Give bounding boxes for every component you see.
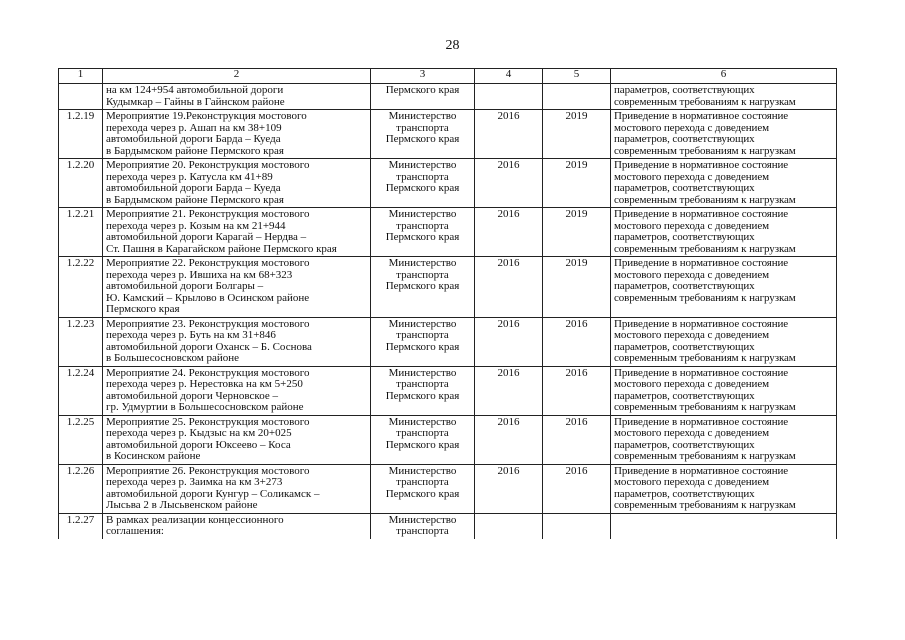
description-line: Пермского края [106,303,180,315]
result-line: параметров, соответствующих [614,487,755,500]
result-line: параметров, соответствующих [614,133,755,145]
description-line: Ю. Камский – Крылово в Осинском районе [106,291,310,304]
description-line: Мероприятие 19.Реконструкция мостового [106,110,307,122]
executor-line: Пермского края [385,487,460,500]
table-row [59,208,837,257]
expected-result [611,464,837,513]
result-line: современным требованиям к нагрузкам [614,144,796,157]
measure-number: 1.2.26 [59,464,103,513]
result-line: Приведение в нормативное состояние [614,159,789,171]
executor-line: Пермского края [385,84,460,96]
result-line: Приведение в нормативное состояние [614,257,789,269]
start-year: 2016 [475,317,543,366]
measure-description [103,110,371,159]
result-line: Приведение в нормативное состояние [614,366,789,379]
result-line: современным требованиям к нагрузкам [614,95,796,108]
table-row [59,317,837,366]
executor-line: транспорта [396,427,449,439]
start-year: 2016 [475,159,543,208]
executor-line: Министерство [388,366,457,379]
end-year: 2016 [543,317,611,366]
result-line: мостового перехода с доведением [614,121,769,134]
executor-line: Министерство [388,464,457,477]
description-line: Мероприятие 24. Реконструкция мостового [106,366,310,379]
executor-line: Министерство [388,513,457,526]
executor-line: транспорта [396,329,449,341]
measure-description [103,159,371,208]
result-line: мостового перехода с доведением [614,476,769,488]
description-line: Ст. Пашня в Карагайском районе Пермского края [106,242,337,255]
description-line: автомобильной дороги Барда – Куеда [106,182,281,194]
result-line: современным требованиям к нагрузкам [614,291,796,304]
description-line: автомобильной дороги Болгары – [106,280,264,292]
table-row [59,159,837,208]
measure-number: 1.2.21 [59,208,103,257]
expected-result [611,84,837,110]
result-line: современным требованиям к нагрузкам [614,193,796,206]
description-line: автомобильной дороги Оханск – Б. Соснова [106,340,312,353]
column-number-row [59,69,837,84]
executor-line: Пермского края [385,133,460,145]
description-line: в Бардымском районе Пермского края [106,193,284,206]
description-line: Мероприятие 26. Реконструкция мостового [106,464,310,477]
result-line: Приведение в нормативное состояние [614,317,789,330]
measure-number: 1.2.22 [59,257,103,318]
end-year: 2016 [543,366,611,415]
executor [371,110,475,159]
executor-line: Министерство [388,110,457,122]
result-line: параметров, соответствующих [614,340,755,353]
end-year: 2019 [543,208,611,257]
executor-line: Пермского края [385,438,460,451]
measure-number: 1.2.27 [59,513,103,539]
executor-line: Министерство [388,257,457,269]
description-line: автомобильной дороги Черновское – [106,389,278,402]
column-header-6: 6 [611,69,837,84]
measure-description [103,366,371,415]
measure-description [103,84,371,110]
description-line: Мероприятие 21. Реконструкция мостового [106,208,310,220]
expected-result [611,513,837,539]
expected-result [611,110,837,159]
measure-description [103,208,371,257]
table-row [59,513,837,539]
table-row [59,464,837,513]
executor [371,84,475,110]
executor [371,159,475,208]
expected-result [611,317,837,366]
executor-line: Министерство [388,159,457,171]
description-line: Кудымкар – Гайны в Гайнском районе [106,95,285,108]
measure-description [103,415,371,464]
result-line: мостового перехода с доведением [614,378,769,390]
description-line: автомобильной дороги Карагай – Нердва – [106,231,307,243]
result-line: мостового перехода с доведением [614,329,769,341]
measures-table [58,68,837,539]
executor-line: транспорта [396,268,449,281]
measure-description [103,317,371,366]
executor [371,257,475,318]
start-year: 2016 [475,257,543,318]
result-line: параметров, соответствующих [614,182,755,194]
description-line: Мероприятие 23. Реконструкция мостового [106,317,310,330]
result-line: мостового перехода с доведением [614,170,769,183]
result-line: Приведение в нормативное состояние [614,464,789,477]
start-year [475,84,543,110]
executor-line: Пермского края [385,389,460,402]
result-line: мостового перехода с доведением [614,219,769,232]
executor-line: Пермского края [385,340,460,353]
measure-number: 1.2.23 [59,317,103,366]
continuation-row [59,84,837,110]
result-line: современным требованиям к нагрузкам [614,401,796,413]
result-line: параметров, соответствующих [614,438,755,451]
executor [371,317,475,366]
column-header-3: 3 [371,69,475,84]
description-line: автомобильной дороги Барда – Куеда [106,133,281,145]
measure-number: 1.2.19 [59,110,103,159]
description-line: гр. Удмуртии в Большесосновском районе [106,401,304,413]
result-line: Приведение в нормативное состояние [614,415,789,428]
end-year [543,513,611,539]
expected-result [611,159,837,208]
end-year: 2019 [543,110,611,159]
measure-description [103,513,371,539]
description-line: перехода через р. Козым на км 21+944 [106,219,286,232]
description-line: автомобильной дороги Юксеево – Коса [106,438,291,451]
result-line: мостового перехода с доведением [614,268,769,281]
executor-line: Пермского края [385,231,460,243]
start-year: 2016 [475,366,543,415]
executor-line: транспорта [396,476,449,488]
table-row [59,110,837,159]
result-line: мостового перехода с доведением [614,427,769,439]
description-line: в Бардымском районе Пермского края [106,144,284,157]
measure-number: 1.2.20 [59,159,103,208]
description-line: перехода через р. Катусла км 41+89 [106,170,273,183]
measure-number: 1.2.24 [59,366,103,415]
column-header-2: 2 [103,69,371,84]
measure-description [103,257,371,318]
page-number: 28 [445,38,460,53]
end-year [543,84,611,110]
description-line: В рамках реализации концессионного [106,513,284,526]
column-header-5: 5 [543,69,611,84]
start-year: 2016 [475,464,543,513]
description-line: перехода через р. Ившиха на км 68+323 [106,268,293,281]
measure-number [59,84,103,110]
start-year [475,513,543,539]
table-row [59,366,837,415]
end-year: 2016 [543,415,611,464]
executor-line: Пермского края [385,280,460,292]
description-line: Лысьва 2 в Лысьвенском районе [106,499,258,511]
result-line: параметров, соответствующих [614,389,755,402]
start-year: 2016 [475,110,543,159]
measure-number: 1.2.25 [59,415,103,464]
column-header-4: 4 [475,69,543,84]
executor-line: Министерство [388,317,457,330]
executor-line: транспорта [396,170,449,183]
executor-line: транспорта [396,121,449,134]
executor [371,208,475,257]
executor-line: Пермского края [385,182,460,194]
result-line: Приведение в нормативное состояние [614,110,789,122]
start-year: 2016 [475,415,543,464]
table-row [59,257,837,318]
executor-line: транспорта [396,378,449,390]
description-line: Мероприятие 25. Реконструкция мостового [106,415,310,428]
description-line: автомобильной дороги Кунгур – Соликамск – [106,487,320,500]
description-line: перехода через р. Буть на км 31+846 [106,329,276,341]
executor-line: Министерство [388,208,457,220]
column-header-1: 1 [59,69,103,84]
description-line: в Косинском районе [106,450,201,462]
result-line: современным требованиям к нагрузкам [614,242,796,255]
description-line: перехода через р. Нерестовка на км 5+250 [106,378,303,390]
description-line: Мероприятие 20. Реконструкция мостового [106,159,310,171]
result-line: параметров, соответствующих [614,84,755,96]
expected-result [611,257,837,318]
result-line: Приведение в нормативное состояние [614,208,789,220]
description-line: в Большесосновском районе [106,352,240,364]
measure-description [103,464,371,513]
result-line: современным требованиям к нагрузкам [614,499,796,511]
expected-result [611,366,837,415]
description-line: перехода через р. Кыдзыс на км 20+025 [106,427,292,439]
end-year: 2019 [543,257,611,318]
expected-result [611,415,837,464]
result-line: современным требованиям к нагрузкам [614,450,796,462]
executor [371,464,475,513]
end-year: 2016 [543,464,611,513]
description-line: перехода через р. Ашап на км 38+109 [106,121,282,134]
table-row [59,415,837,464]
description-line: перехода через р. Заимка на км 3+273 [106,476,283,488]
description-line: Мероприятие 22. Реконструкция мостового [106,257,310,269]
expected-result [611,208,837,257]
executor [371,513,475,539]
description-line: на км 124+954 автомобильной дороги [106,84,284,96]
executor-line: транспорта [396,219,449,232]
end-year: 2019 [543,159,611,208]
executor [371,366,475,415]
executor-line: транспорта [396,525,449,537]
result-line: параметров, соответствующих [614,231,755,243]
executor-line: Министерство [388,415,457,428]
start-year: 2016 [475,208,543,257]
executor [371,415,475,464]
result-line: современным требованиям к нагрузкам [614,352,796,364]
result-line: параметров, соответствующих [614,280,755,292]
description-line: соглашения: [106,525,164,537]
